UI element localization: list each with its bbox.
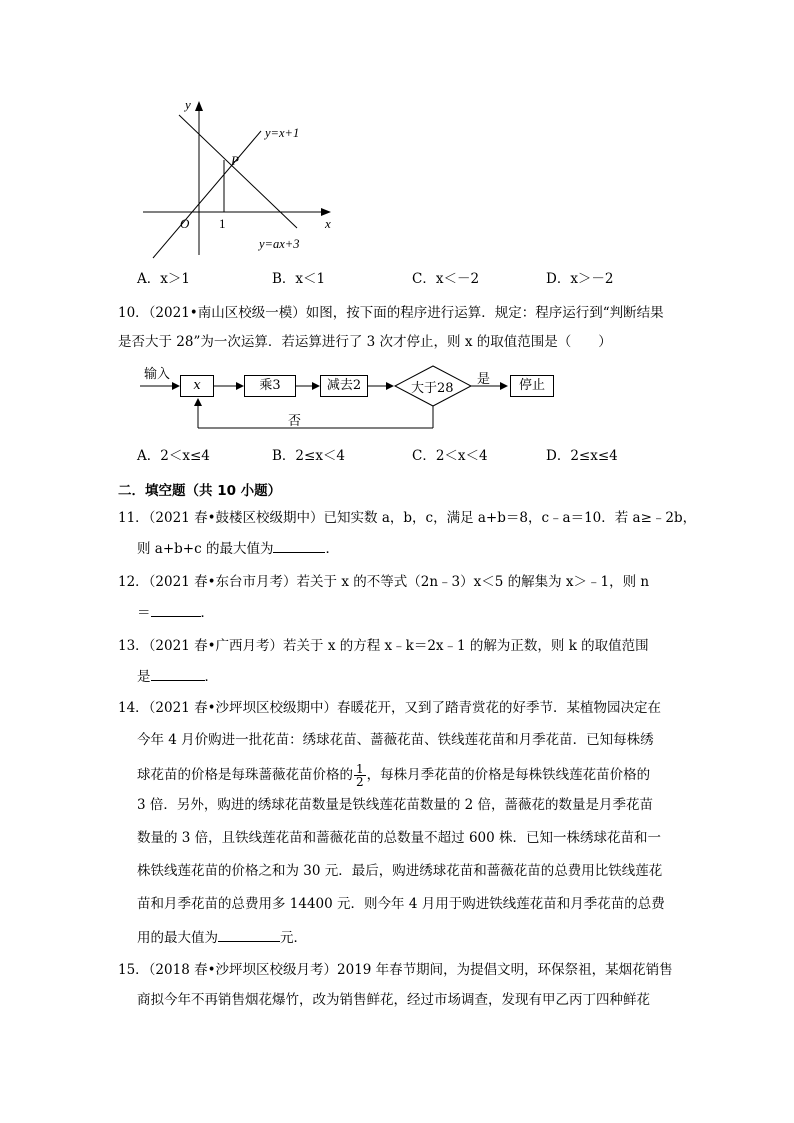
q12-answer-blank[interactable] bbox=[151, 602, 201, 617]
flow-no-label: 否 bbox=[288, 414, 302, 429]
q14-line6: 株铁线莲花苗的价格之和为 30 元．最后，购进绣球花苗和蔷薇花苗的总费用比铁线莲花 bbox=[137, 863, 663, 879]
origin-label: O bbox=[180, 216, 190, 231]
q10-option-a: A．2＜x≤4 bbox=[137, 448, 210, 464]
section-2-title: 二．填空题（共 10 小题） bbox=[118, 483, 282, 499]
q11-line1: 11．（2021 春•鼓楼区校级期中）已知实数 a，b，c，满足 a+b＝8，c﹣a＝10．若 a≥﹣2b， bbox=[118, 510, 697, 526]
q12-line1: 12．（2021 春•东台市月考）若关于 x 的不等式（2n﹣3）x＜5 的解集为 x＞﹣1，则 n bbox=[118, 574, 650, 590]
q11-end: ． bbox=[325, 541, 339, 557]
q10-line1: 10．（2021•南山区校级一模）如图，按下面的程序进行运算．规定：程序运行到“判断结果 bbox=[118, 305, 664, 321]
q14-line8 bbox=[137, 927, 307, 947]
q13-line1: 13．（2021 春•广西月考）若关于 x 的方程 x﹣k＝2x﹣1 的解为正数，则 k 的取值范围 bbox=[118, 638, 649, 654]
q12-text: ＝ bbox=[137, 605, 151, 621]
fraction-numerator: 1 bbox=[356, 762, 364, 776]
q11-line2 bbox=[137, 538, 339, 558]
q9-option-a: A．x＞1 bbox=[137, 271, 190, 287]
point-p-label: P bbox=[231, 153, 239, 168]
q11-text: 则 a+b+c 的最大值为 bbox=[137, 541, 274, 557]
q14-line2: 今年 4 月价购进一批花苗：绣球花苗、蔷薇花苗、铁线莲花苗和月季花苗．已知每株绣 bbox=[137, 732, 654, 748]
flow-multiply-box: 乘3 bbox=[244, 375, 296, 397]
q15-line2: 商拟今年不再销售烟花爆竹，改为销售鲜花，经过市场调查，发现有甲乙丙丁四种鲜花 bbox=[137, 992, 650, 1008]
q14-line3-post: ，每株月季花苗的价格是每株铁线莲花苗价格的 bbox=[366, 767, 651, 783]
q10-line2: 是否大于 28”为一次运算．若运算进行了 3 次才停止，则 x 的取值范围是（ ） bbox=[118, 334, 612, 350]
q15-line1: 15．（2018 春•沙坪坝区校级月考）2019 年春节期间，为提倡文明，环保祭祖，某烟花销售 bbox=[118, 962, 673, 978]
q14-line4: 3 倍．另外，购进的绣球花苗数量是铁线莲花苗数量的 2 倍，蔷薇花的数量是月季花苗 bbox=[137, 797, 654, 813]
q13-answer-blank[interactable] bbox=[151, 666, 205, 681]
y-axis-label: y bbox=[185, 97, 191, 112]
line1-label: y=x+1 bbox=[265, 126, 300, 140]
q9-option-c: C．x＜－2 bbox=[412, 271, 480, 287]
q14-line7: 苗和月季花苗的总费用多 14400 元．则今年 4 月用于购进铁线莲花苗和月季花苗的总费 bbox=[137, 896, 665, 912]
q10-option-b: B．2≤x＜4 bbox=[272, 448, 346, 464]
q10-option-c: C．2＜x＜4 bbox=[412, 448, 488, 464]
q9-option-b: B．x＜1 bbox=[272, 271, 326, 287]
flow-input-label: 输入 bbox=[144, 367, 171, 382]
q14-answer-blank[interactable] bbox=[218, 927, 280, 942]
q12-end: ． bbox=[200, 605, 214, 621]
q14-line3-pre: 球花苗的价格是每珠蔷薇花苗价格的 bbox=[137, 767, 353, 783]
line2-label: y=ax+3 bbox=[259, 237, 300, 251]
fraction-denominator: 2 bbox=[356, 775, 364, 789]
q13-line2 bbox=[137, 666, 218, 686]
flow-yes-label: 是 bbox=[477, 372, 491, 387]
q14-line8-post: 元． bbox=[280, 930, 307, 946]
q9-option-d: D．x＞－2 bbox=[546, 271, 614, 287]
q14-line3 bbox=[137, 763, 650, 788]
q14-line8-pre: 用的最大值为 bbox=[137, 930, 218, 946]
flow-stop-box: 停止 bbox=[510, 375, 554, 397]
x-axis-label: x bbox=[325, 216, 331, 231]
q13-end: ． bbox=[204, 669, 218, 685]
q11-answer-blank[interactable] bbox=[273, 538, 325, 553]
flow-x-box: x bbox=[180, 375, 214, 397]
fraction-one-half bbox=[354, 763, 366, 788]
q14-line5: 数量的 3 倍，且铁线莲花苗和蔷薇花苗的总数量不超过 600 株．已知一株绣球花苗和一 bbox=[137, 830, 662, 846]
q13-text: 是 bbox=[137, 669, 151, 685]
q10-option-d: D．2≤x≤4 bbox=[546, 448, 618, 464]
flow-compare-label: 大于28 bbox=[411, 381, 454, 396]
tick-label-1: 1 bbox=[219, 216, 226, 231]
flow-subtract-box: 减去2 bbox=[320, 375, 368, 397]
q14-line1: 14．（2021 春•沙坪坝区校级期中）春暖花开，又到了踏青赏花的好季节．某植物园决定在 bbox=[118, 700, 662, 716]
line-y-x-plus-1 bbox=[153, 131, 261, 258]
q12-line2 bbox=[137, 602, 214, 622]
coordinate-graph bbox=[135, 95, 350, 265]
